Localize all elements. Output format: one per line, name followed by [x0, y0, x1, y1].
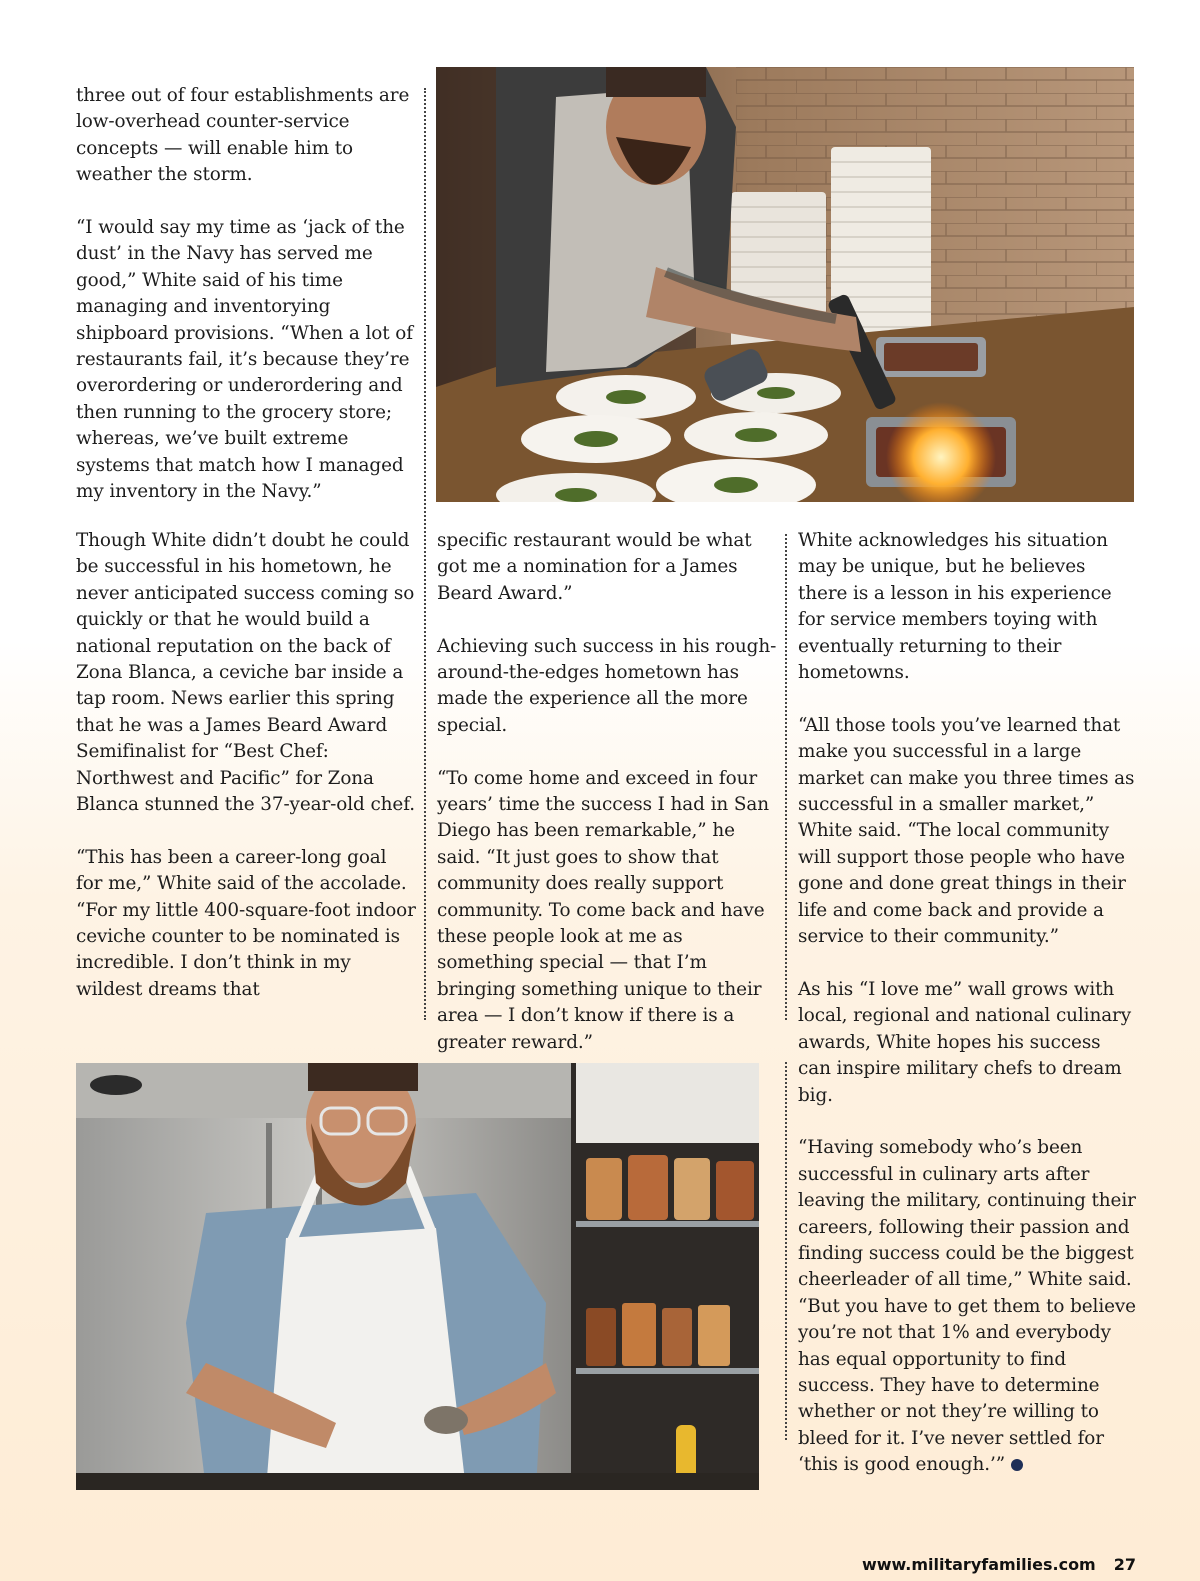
paragraph-final-text: “Having somebody who’s been successful in culinary arts after leaving the military, continuing their careers, following their passion and finding success could be the biggest cheerleader of all time,” White said. “But you have to get them to believe you’re not that 1% and everybody has equal opportunity to find success. They have to determine whether or not they’re willing to bleed for it. I’ve never settled for ‘this is good enough.’”: [798, 1137, 1136, 1476]
column-1-top: [76, 83, 416, 505]
paragraph: specific restaurant would be what got me a nomination for a James Beard Award.”: [437, 530, 752, 604]
paragraph-final: [798, 1135, 1138, 1478]
page-number: 27: [1113, 1555, 1136, 1574]
photo-chef-torching-dishes: [436, 67, 1134, 502]
paragraph: Achieving such success in his rough-around-the-edges hometown has made the experience all the more special.: [437, 635, 777, 736]
column-rule-3: [785, 1062, 787, 1440]
paragraph: “I would say my time as ‘jack of the dust’ in the Navy has served me good,” White said of his time managing and inventorying shipboard provisions. “When a lot of restaurants fail, it’s because they’re overordering or underordering and then running to the grocery store; whereas, we’ve built extreme systems that match how I managed my inventory in the Navy.”: [76, 217, 413, 503]
column-rule-2: [785, 534, 787, 1020]
column-rule-1: [424, 88, 426, 1020]
end-mark-dot: [1011, 1459, 1023, 1471]
footer: [862, 1555, 1136, 1574]
paragraph: three out of four establishments are low-overhead counter-service concepts — will enable him to weather the storm.: [76, 85, 410, 186]
paragraph: White acknowledges his situation may be unique, but he believes there is a lesson in his experience for service members toying with eventually returning to their hometowns.: [798, 530, 1112, 684]
column-3: [798, 528, 1138, 1479]
footer-url[interactable]: www.militaryfamilies.com: [861, 1555, 1096, 1574]
paragraph: As his “I love me” wall grows with local, regional and national culinary awards, White hopes his success can inspire military chefs to dream big.: [798, 978, 1132, 1106]
paragraph: Though White didn’t doubt he could be successful in his hometown, he never anticipated success coming so quickly or that he would build a national reputation on the back of Zona Blanca, a ceviche bar inside a tap room. News earlier this spring that he was a James Beard Award Semifinalist for “Best Chef: Northwest and Pacific” for Zona Blanca stunned the 37-year-old chef.: [76, 530, 415, 816]
photo-chef-preparing-oysters: [76, 1063, 759, 1490]
paragraph: “This has been a career-long goal for me,” White said of the accolade. “For my little 400-square-foot indoor ceviche counter to be nominated is incredible. I don’t think in my wildest dreams that: [76, 846, 416, 1000]
column-2: [437, 528, 777, 1056]
paragraph: “All those tools you’ve learned that make you successful in a large market can make you three times as successful in a smaller market,” White said. “The local community will support those people who have gone and done great things in their life and come back and provide a service to their community.”: [798, 714, 1135, 948]
column-1-bottom: [76, 528, 418, 1003]
paragraph: “To come home and exceed in four years’ time the success I had in San Diego has been remarkable,” he said. “It just goes to show that community does really support community. To come back and have these people look at me as something special — that I’m bringing something unique to their area — I don’t know if there is a greater reward.”: [437, 767, 769, 1053]
